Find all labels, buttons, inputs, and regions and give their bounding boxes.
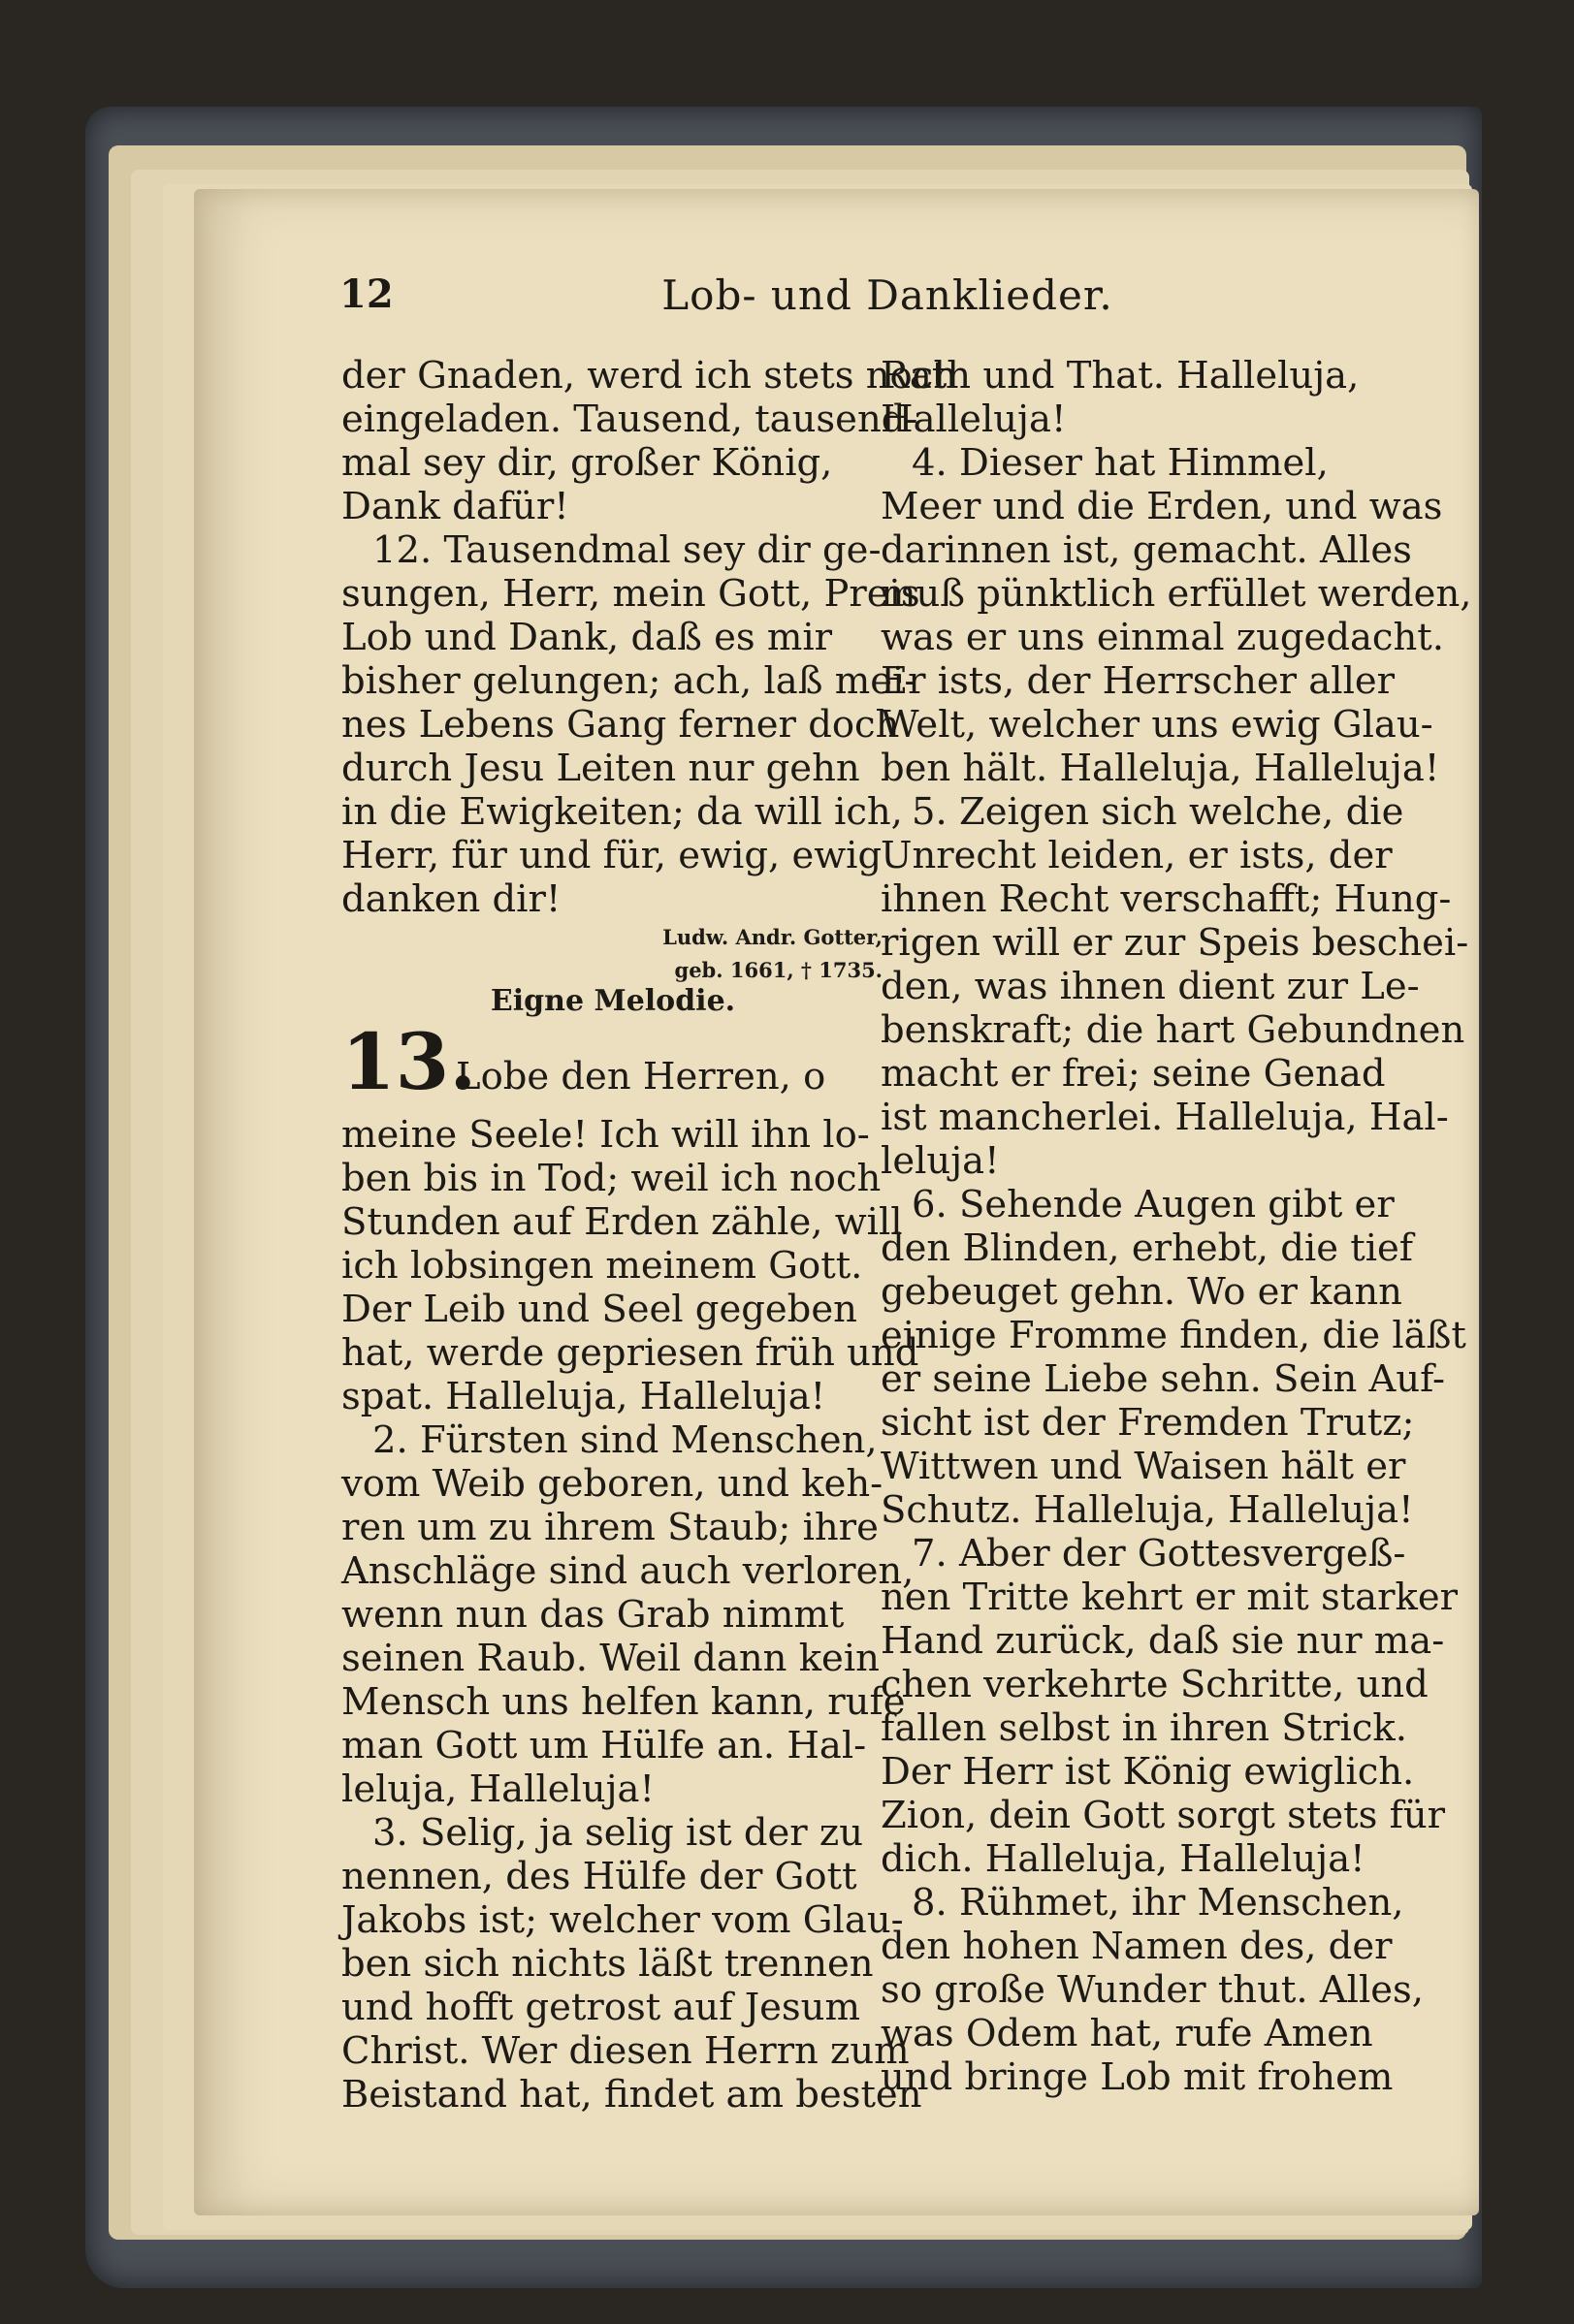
text-line: Rath und That. Halleluja,: [881, 354, 1360, 398]
text-line: benskraft; die hart Gebundnen: [881, 1008, 1465, 1052]
text-line: rigen will er zur Speis beschei-: [881, 921, 1469, 965]
text-line: und hofft getrost auf Jesum: [341, 1986, 860, 2029]
text-line: Halleluja!: [881, 398, 1067, 441]
text-line: ben sich nichts läßt trennen: [341, 1942, 874, 1986]
text-line: 2. Fürsten sind Menschen,: [372, 1418, 878, 1462]
text-line: sicht ist der Fremden Trutz;: [881, 1401, 1415, 1445]
text-line: 4. Dieser hat Himmel,: [912, 441, 1329, 485]
text-line: ben bis in Tod; weil ich noch: [341, 1157, 882, 1200]
running-head: Lob- und Danklieder.: [661, 271, 1113, 319]
text-line: einige Fromme finden, die läßt: [881, 1314, 1466, 1357]
text-line: 6. Sehende Augen gibt er: [912, 1183, 1395, 1226]
text-line: nes Lebens Gang ferner doch: [341, 703, 900, 747]
text-line: wenn nun das Grab nimmt: [341, 1593, 845, 1637]
text-line: nen Tritte kehrt er mit starker: [881, 1576, 1459, 1619]
text-line: was er uns einmal zugedacht.: [881, 616, 1444, 659]
text-block: [881, 354, 1574, 2099]
text-line: leluja!: [881, 1139, 1000, 1183]
text-line: durch Jesu Leiten nur gehn: [341, 747, 860, 790]
text-line: chen verkehrte Schritte, und: [881, 1663, 1429, 1706]
text-line: Der Herr ist König ewiglich.: [881, 1750, 1415, 1794]
text-line: Unrecht leiden, er ists, der: [881, 834, 1393, 877]
text-line: Herr, für und für, ewig, ewig: [341, 834, 883, 877]
right-column: [881, 354, 1574, 2099]
text-line: seinen Raub. Weil dann kein: [341, 1637, 880, 1680]
text-line: Stunden auf Erden zähle, will: [341, 1200, 903, 1244]
text-line: Welt, welcher uns ewig Glau-: [881, 703, 1433, 747]
text-line: Mensch uns helfen kann, rufe: [341, 1680, 906, 1724]
text-line: man Gott um Hülfe an. Hal-: [341, 1724, 867, 1767]
text-line: dich. Halleluja, Halleluja!: [881, 1837, 1365, 1881]
text-line: Hand zurück, daß sie nur ma-: [881, 1619, 1445, 1663]
text-line: Anschläge sind auch verloren,: [341, 1549, 915, 1593]
text-line: 3. Selig, ja selig ist der zu: [372, 1811, 863, 1855]
text-line: der Gnaden, werd ich stets noch: [341, 354, 958, 398]
attribution-dates: geb. 1661, † 1735.: [674, 958, 883, 982]
text-line: ben hält. Halleluja, Halleluja!: [881, 747, 1440, 790]
text-line: Schutz. Halleluja, Halleluja!: [881, 1488, 1414, 1532]
text-line: ich lobsingen meinem Gott.: [341, 1244, 863, 1288]
text-line: Wittwen und Waisen hält er: [881, 1445, 1406, 1488]
text-line: gebeuget gehn. Wo er kann: [881, 1270, 1402, 1314]
text-line: ren um zu ihrem Staub; ihre: [341, 1506, 879, 1549]
text-line: Dank dafür!: [341, 485, 569, 528]
text-line: und bringe Lob mit frohem: [881, 2055, 1394, 2099]
hymn-first-line: Lobe den Herren, o: [456, 1055, 826, 1098]
attribution-name: Ludw. Andr. Gotter,: [662, 925, 883, 949]
text-line: nennen, des Hülfe der Gott: [341, 1855, 857, 1898]
text-line: was Odem hat, rufe Amen: [881, 2012, 1373, 2055]
text-line: Beistand hat, findet am besten: [341, 2073, 922, 2117]
text-line: macht er frei; seine Genad: [881, 1052, 1386, 1096]
text-line: 8. Rühmet, ihr Menschen,: [912, 1881, 1404, 1925]
text-line: Er ists, der Herrscher aller: [881, 659, 1396, 703]
hymn-number: 13.: [341, 1016, 477, 1107]
text-line: meine Seele! Ich will ihn lo-: [341, 1113, 870, 1157]
text-line: ist mancherlei. Halleluja, Hal-: [881, 1096, 1449, 1139]
text-line: Christ. Wer diesen Herrn zum: [341, 2029, 910, 2073]
page-number: 12: [339, 271, 394, 317]
text-line: den Blinden, erhebt, die tief: [881, 1226, 1414, 1270]
text-line: darinnen ist, gemacht. Alles: [881, 528, 1412, 572]
text-line: ihnen Recht verschafft; Hung-: [881, 877, 1452, 921]
text-line: so große Wunder thut. Alles,: [881, 1968, 1425, 2012]
text-line: 7. Aber der Gottesvergeß-: [912, 1532, 1406, 1576]
text-line: eingeladen. Tausend, tausend-: [341, 398, 918, 441]
book-page: [194, 189, 1479, 2215]
text-line: Zion, dein Gott sorgt stets für: [881, 1794, 1446, 1837]
text-line: Der Leib und Seel gegeben: [341, 1288, 857, 1331]
text-line: er seine Liebe sehn. Sein Auf-: [881, 1357, 1446, 1401]
text-line: den hohen Namen des, der: [881, 1925, 1393, 1968]
text-line: 5. Zeigen sich welche, die: [912, 790, 1404, 834]
melody-heading: Eigne Melodie.: [490, 984, 736, 1018]
text-line: hat, werde gepriesen früh und: [341, 1331, 919, 1375]
text-line: Jakobs ist; welcher vom Glau-: [341, 1898, 904, 1942]
text-line: vom Weib geboren, und keh-: [341, 1462, 883, 1506]
text-line: leluja, Halleluja!: [341, 1767, 655, 1811]
text-line: danken dir!: [341, 877, 562, 921]
text-line: bisher gelungen; ach, laß mei-: [341, 659, 917, 703]
text-line: den, was ihnen dient zur Le-: [881, 965, 1420, 1008]
text-line: sungen, Herr, mein Gott, Preis: [341, 572, 920, 616]
text-line: 12. Tausendmal sey dir ge-: [372, 528, 882, 572]
text-line: in die Ewigkeiten; da will ich,: [341, 790, 903, 834]
text-line: muß pünktlich erfüllet werden,: [881, 572, 1472, 616]
text-line: fallen selbst in ihren Strick.: [881, 1706, 1407, 1750]
text-line: Lob und Dank, daß es mir: [341, 616, 833, 659]
text-line: Meer und die Erden, und was: [881, 485, 1443, 528]
text-line: spat. Halleluja, Halleluja!: [341, 1375, 826, 1418]
text-line: mal sey dir, großer König,: [341, 441, 833, 485]
page-header: [339, 271, 1435, 330]
